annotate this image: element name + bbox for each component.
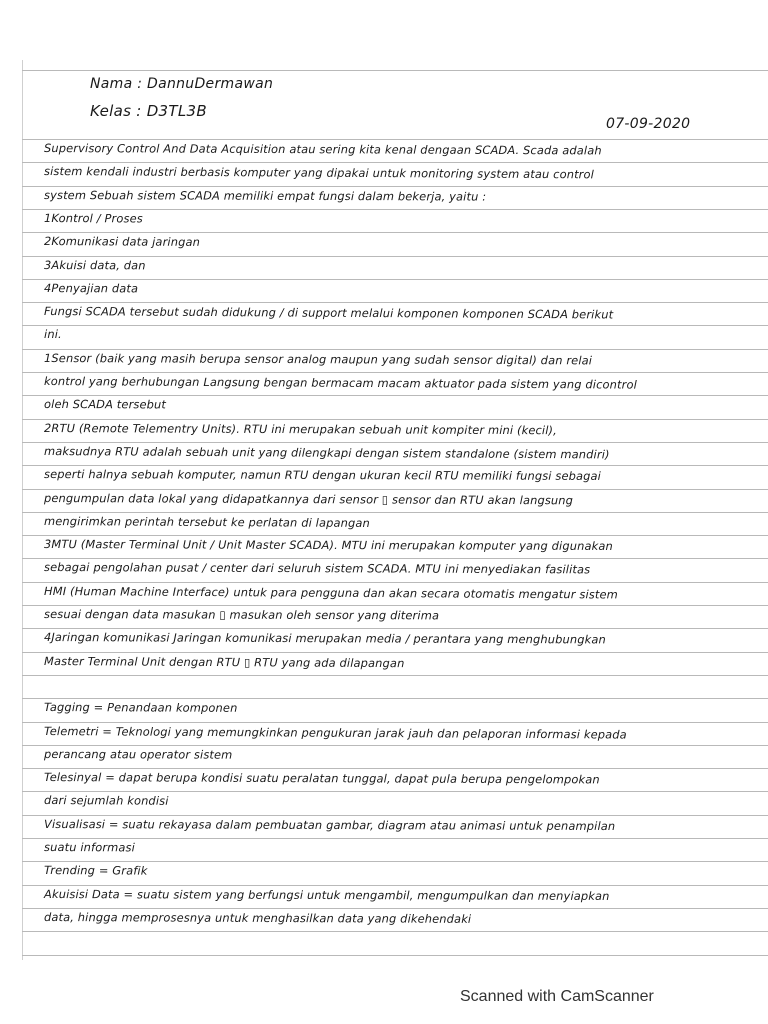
ruled-line (22, 465, 768, 466)
text-line: mengirimkan perintah tersebut ke perlatan di lapangan (44, 513, 370, 530)
text-line: seperti halnya sebuah komputer, namun RTU dengan ukuran kecil RTU memiliki fungsi sebagai (44, 467, 601, 484)
text-line: Telesinyal = dapat berupa kondisi suatu peralatan tunggal, dapat pula berupa pengelompokan (44, 770, 600, 787)
ruled-line (22, 838, 768, 839)
ruled-line (22, 535, 768, 536)
text-line: 1Sensor (baik yang masih berupa sensor analog maupun yang sudah sensor digital) dan relai (44, 350, 593, 368)
ruled-line (22, 628, 768, 629)
text-line: 4Penyajian data (44, 280, 139, 296)
ruled-line (22, 815, 768, 816)
text-line: Akuisisi Data = suatu sistem yang berfungsi untuk mengambil, mengumpulkan dan menyiapkan (44, 886, 610, 903)
ruled-line (22, 349, 768, 350)
text-line: Fungsi SCADA tersebut sudah didukung / di support melalui komponen komponen SCADA berikut (44, 304, 614, 322)
ruled-line (22, 70, 768, 71)
page-margin-line (22, 60, 23, 960)
text-line: sistem kendali industri berbasis komputer yang dipakai untuk monitoring system atau control (44, 164, 595, 182)
date-text: 07-09-2020 (606, 116, 691, 132)
text-line: oleh SCADA tersebut (44, 397, 167, 412)
text-line: Visualisasi = suatu rekayasa dalam pembuatan gambar, diagram atau animasi untuk penampilan (44, 816, 616, 833)
ruled-line (22, 302, 768, 303)
ruled-line (22, 139, 768, 140)
ruled-line (22, 745, 768, 746)
text-line: sesuai dengan data masukan ▯ masukan oleh sensor yang diterima (44, 607, 440, 623)
text-line: 3Akuisi data, dan (44, 257, 146, 272)
text-line: Telemetri = Teknologi yang memungkinkan pengukuran jarak jauh dan pelaporan informasi kepada (44, 723, 627, 742)
ruled-line (22, 372, 768, 373)
scanner-watermark: Scanned with CamScanner (460, 988, 654, 1005)
ruled-line (22, 698, 768, 699)
ruled-line (22, 861, 768, 862)
text-line: 2Komunikasi data jaringan (44, 234, 201, 250)
ruled-line (22, 232, 768, 233)
ruled-line (22, 186, 768, 187)
name-line: Nama : DannuDermawan (90, 76, 274, 92)
text-line: suatu informasi (44, 840, 135, 855)
text-line: maksudnya RTU adalah sebuah unit yang dilengkapi dengan sistem standalone (sistem mandiri) (44, 443, 610, 462)
ruled-line (22, 652, 768, 653)
ruled-line (22, 885, 768, 886)
text-line: Supervisory Control And Data Acquisition atau sering kita kenal dengaan SCADA. Scada adalah (44, 141, 602, 158)
ruled-line (22, 931, 768, 932)
text-line: HMI (Human Machine Interface) untuk para pengguna dan akan secara otomatis mengatur sistem (44, 583, 618, 602)
text-line: 1Kontrol / Proses (44, 210, 143, 226)
ruled-line (22, 955, 768, 956)
text-line: perancang atau operator sistem (44, 746, 233, 762)
text-line: system Sebuah sistem SCADA memiliki empat fungsi dalam bekerja, yaitu : (44, 187, 487, 204)
ruled-line (22, 791, 768, 792)
ruled-line (22, 722, 768, 723)
ruled-line (22, 558, 768, 559)
ruled-line (22, 395, 768, 396)
text-line: data, hingga memprosesnya untuk menghasilkan data yang dikehendaki (44, 909, 472, 926)
class-line: Kelas : D3TL3B (90, 102, 207, 120)
ruled-line (22, 605, 768, 606)
text-line: dari sejumlah kondisi (44, 793, 169, 809)
text-line: Trending = Grafik (44, 863, 148, 878)
ruled-line (22, 582, 768, 583)
ruled-line (22, 256, 768, 257)
text-line: kontrol yang berhubungan Langsung bengan bermacam macam aktuator pada sistem yang dicontrol (44, 374, 637, 392)
ruled-line (22, 675, 768, 676)
ruled-line (22, 162, 768, 163)
ruled-line (22, 279, 768, 280)
text-line: Tagging = Penandaan komponen (44, 700, 238, 716)
ruled-line (22, 908, 768, 909)
notebook-page (0, 60, 768, 960)
text-line: pengumpulan data lokal yang didapatkannya dari sensor ▯ sensor dan RTU akan langsung (44, 490, 574, 507)
ruled-line (22, 209, 768, 210)
text-line: ini. (44, 327, 62, 342)
text-line: 4Jaringan komunikasi Jaringan komunikasi merupakan media / perantara yang menghubungkan (44, 630, 606, 647)
text-line: 2RTU (Remote Telementry Units). RTU ini merupakan sebuah unit kompiter mini (kecil), (44, 420, 557, 437)
ruled-line (22, 325, 768, 326)
ruled-line (22, 768, 768, 769)
text-line: sebagai pengolahan pusat / center dari seluruh sistem SCADA. MTU ini menyediakan fasilitas (44, 560, 591, 577)
ruled-line (22, 512, 768, 513)
ruled-line (22, 419, 768, 420)
text-line: 3MTU (Master Terminal Unit / Unit Master SCADA). MTU ini merupakan komputer yang digunakan (44, 537, 613, 554)
text-line: Master Terminal Unit dengan RTU ▯ RTU yang ada dilapangan (44, 653, 405, 670)
ruled-line (22, 489, 768, 490)
ruled-line (22, 442, 768, 443)
